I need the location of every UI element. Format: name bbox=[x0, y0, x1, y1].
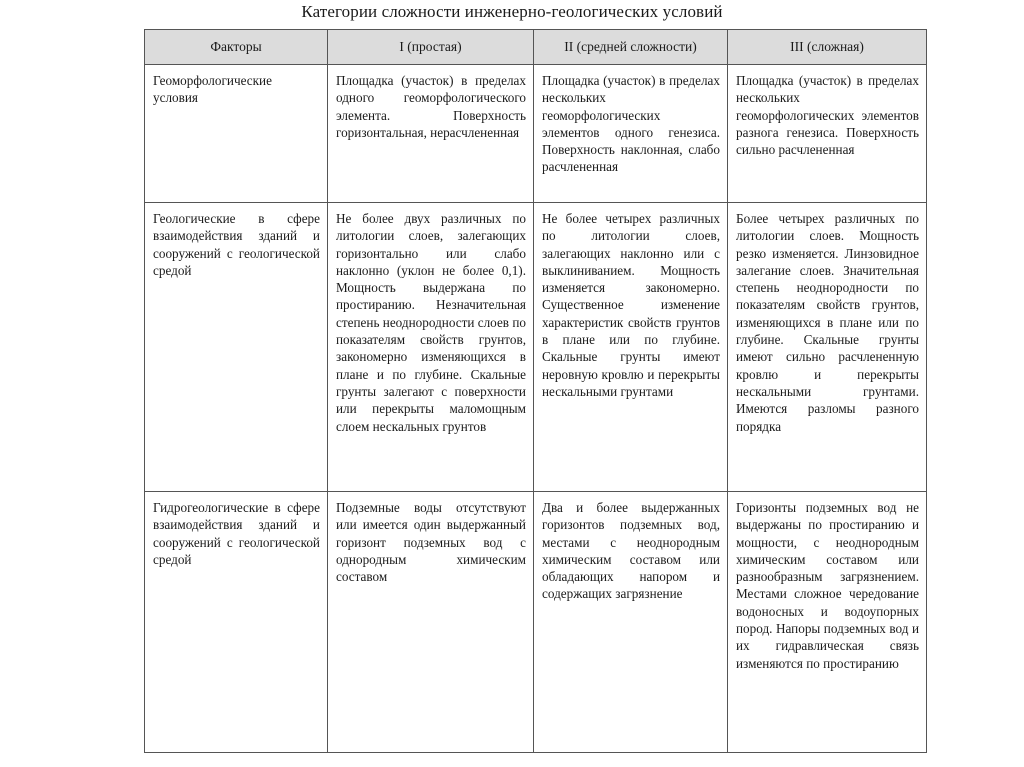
table-title: Категории сложности инженерно-геологических условий bbox=[301, 2, 723, 21]
medium-text: Не более четырех различных по литологии слоев, залегающих наклонно или с выклиниванием. Мощность изменяется закономерно. Существенное изменение характеристик свойств грунтов в плане или по глубине. Скальные грунты имеют неровную кровлю и перекрыты нескальными грунтами bbox=[542, 211, 720, 399]
table-row-geomorphological bbox=[145, 65, 927, 203]
factor-text: Гидрогеологические в сфере взаимодействия зданий и сооружений с геологической средой bbox=[153, 500, 320, 567]
header-simple: I (простая) bbox=[328, 30, 534, 65]
medium-text: Площадка (участок) в пределах нескольких геоморфологических элементов одного генезиса. Поверхность наклонная, слабо расчлененная bbox=[542, 73, 720, 175]
medium-cell bbox=[534, 65, 728, 203]
simple-cell bbox=[328, 203, 534, 492]
complex-cell bbox=[728, 203, 927, 492]
factor-text: Геоморфологические условия bbox=[153, 73, 272, 106]
simple-text: Не более двух различных по литологии слоев, залегающих горизонтально или слабо наклонно (уклон не более 0,1). Мощность выдержана по простиранию. Незначительная степень неоднородности слоев по показателям свойств грунтов, закономерно изменяющихся в плане и по глубине. Скальные грунты залегают с поверхности или перекрыты маломощным слоем нескальных грунтов bbox=[336, 211, 526, 434]
medium-cell bbox=[534, 203, 728, 492]
factor-text: Геологические в сфере взаимодействия зданий и сооружений с геологической средой bbox=[153, 211, 320, 278]
header-factors: Факторы bbox=[145, 30, 328, 65]
simple-text: Площадка (участок) в пределах одного геоморфологического элемента. Поверхность горизонтальная, нерасчлененная bbox=[336, 73, 526, 140]
complex-cell bbox=[728, 492, 927, 753]
simple-cell bbox=[328, 65, 534, 203]
header-complex: III (сложная) bbox=[728, 30, 927, 65]
medium-cell bbox=[534, 492, 728, 753]
complex-text: Площадка (участок) в пределах нескольких геоморфологических элементов разнога генезиса. Поверхность сильно расчлененная bbox=[736, 73, 919, 158]
table-row-hydrogeological bbox=[145, 492, 927, 753]
complexity-table bbox=[144, 29, 927, 753]
complex-text: Более четырех различных по литологии слоев. Мощность резко изменяется. Линзовидное залегание слоев. Значительная степень неоднородности по показателям свойств грунтов, изменяющихся в плане или по глубине. Скальные грунты имеют сильно расчлененную кровлю и перекрыты нескальными грунтами. Имеются разломы разного порядка bbox=[736, 211, 919, 434]
factor-cell bbox=[145, 65, 328, 203]
simple-cell bbox=[328, 492, 534, 753]
complex-text: Горизонты подземных вод не выдержаны по простиранию и мощности, с неоднородным химическим составом или разнообразным загрязнением. Местами сложное чередование водоносных и водоупорных пород. Напоры подземных вод и их гидравлическая связь изменяются по простиранию bbox=[736, 500, 919, 671]
table-header-row bbox=[145, 30, 927, 65]
factor-cell bbox=[145, 492, 328, 753]
complex-cell bbox=[728, 65, 927, 203]
table-row-geological bbox=[145, 203, 927, 492]
medium-text: Два и более выдержанных горизонтов подземных вод, местами с неоднородным химическим составом или обладающих напором и содержащих загрязнение bbox=[542, 500, 720, 602]
header-medium: II (средней сложности) bbox=[534, 30, 728, 65]
factor-cell bbox=[145, 203, 328, 492]
simple-text: Подземные воды отсутствуют или имеется один выдержанный горизонт подземных вод с однородным химическим составом bbox=[336, 500, 526, 585]
